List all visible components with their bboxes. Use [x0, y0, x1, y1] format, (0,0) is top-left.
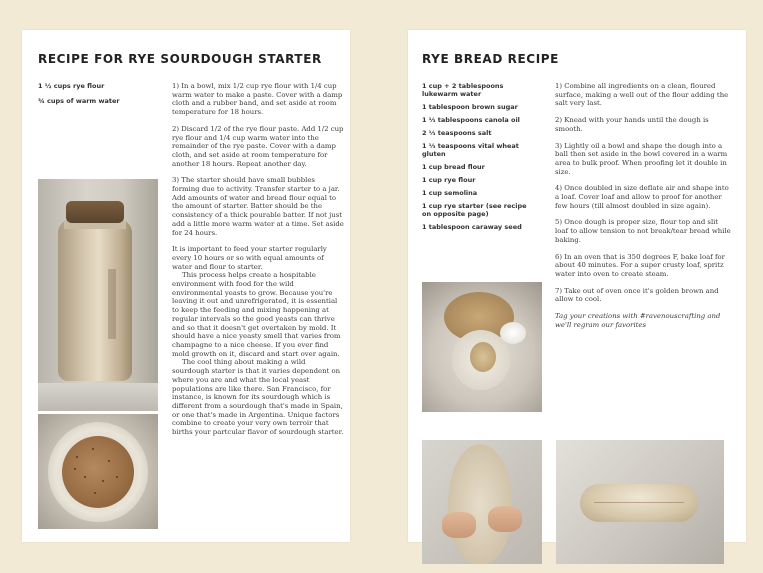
ingredient-item: 1 ⅓ tablespoons canola oil: [422, 116, 520, 124]
right-page: [408, 30, 746, 542]
rye-bread-recipe-title: RYE BREAD RECIPE: [422, 52, 559, 66]
starter-surface: [62, 436, 134, 508]
instruction-step: 3) The starter should have small bubbles forming due to activity. Transfer starter to a jar. Add amounts of water and bread flour equal to the amount of starter. Batter should be the consistency of a thick pourable batter. If not just add a little more warm water at a time. Set aside for 24 hours.: [172, 176, 344, 237]
ingredient-item: 2 ⅓ teaspoons salt: [422, 129, 492, 137]
rye-bread-ingredients-list: [422, 82, 530, 236]
instruction-step: 7) Take out of oven once it's golden brown and allow to cool.: [555, 286, 719, 304]
bubble: [74, 468, 76, 470]
bubble: [92, 448, 94, 450]
table-surface: [38, 383, 158, 411]
ingredient-item: 1 cup bread flour: [422, 163, 485, 171]
starter-blob: [470, 342, 496, 372]
ingredient-item: 1 cup + 2 tablespoons lukewarm water: [422, 82, 504, 98]
instruction-step: 6) In an oven that is 350 degrees F, bake loaf for about 40 minutes. For a super crusty loaf, spritz water into oven to create steam.: [555, 252, 725, 278]
bubble: [102, 480, 104, 482]
instruction-step: 1) Combine all ingredients on a clean, floured surface, making a well out of the flour adding the salt very last.: [555, 82, 729, 108]
left-page: [22, 30, 350, 542]
bubble: [94, 492, 96, 494]
bubble: [84, 476, 86, 478]
starter-recipe-title: RECIPE FOR RYE SOURDOUGH STARTER: [38, 52, 322, 66]
shaped-loaf-photo: [556, 440, 724, 564]
ingredient-item: 1 cup semolina: [422, 189, 478, 197]
flattened-dough: [448, 444, 512, 564]
jar-label: [108, 269, 116, 339]
body-paragraph: The cool thing about making a wild sourdough starter is that it varies dependent on where you are and what the local yeast populations are like there. San Francisco, for instance, is known for its sourdough which is different from a sourdough that's made in Spain, or one that's made in Argentina. Unique factors combine to create your very own terroir that births your partcular flavor of sourdough starter.: [172, 358, 344, 437]
starter-jar-photo: [38, 179, 158, 411]
ingredient-item: 1 ½ cups rye flour: [38, 82, 105, 90]
hashtag-note: Tag your creations with #ravenouscrafting and we'll regram our favorites: [555, 312, 721, 329]
rye-bread-instructions: [555, 82, 733, 337]
flour-well-photo: [422, 282, 542, 412]
instruction-step: 2) Knead with your hands until the dough is smooth.: [555, 116, 709, 133]
starter-instructions: [172, 82, 344, 437]
ingredient-item: 1 ⅓ teaspoons vital wheat gluten: [422, 142, 519, 158]
ingredient-item: 1 tablespoon brown sugar: [422, 103, 518, 111]
instruction-step: 2) Discard 1/2 of the rye flour paste. Add 1/2 cup rye flour and 1/4 cup warm water into the remainder of the rye paste. Cover with a damp cloth, and set aside at room temperature for another 18 hours. Repeat another day.: [172, 124, 344, 168]
instruction-step: 4) Once doubled in size deflate air and shape into a loaf. Cover loaf and allow to proof for another few hours (till almost doubled in size again).: [555, 184, 729, 210]
ingredient-item: ¾ cups of warm water: [38, 97, 120, 105]
bubble: [108, 460, 110, 462]
ingredient-item: 1 cup rye starter (see recipe on opposite page): [422, 202, 527, 218]
instruction-step: 3) Lightly oil a bowl and shape the dough into a ball then set aside in the bowl covered in a warm area to bulk proof. When proofing let it double in size.: [555, 141, 728, 176]
instruction-step: 1) In a bowl, mix 1/2 cup rye flour with 1/4 cup warm water to make a paste. Cover with a damp cloth and a rubber band, and set aside at room temperature for 18 hours.: [172, 82, 343, 117]
loaf-crease: [594, 502, 684, 503]
ingredient-item: 1 tablespoon caraway seed: [422, 223, 522, 231]
bubble: [76, 456, 78, 458]
body-paragraph: This process helps create a hospitable environment with food for the wild environmental yeasts to grow. Because you're leaving it out and unrefrigerated, it is essential to keep the feeding and mixing happening at regular intervals so the good yeasts can thrive and so that it doesn't get overtaken by mold. It should have a nice yeasty smell that varies from champagne to a nice cheese. If you ever find mold growth on it, discard and start over again.: [172, 271, 341, 358]
left-hand: [442, 512, 476, 538]
jar-body: [58, 219, 132, 381]
right-hand: [488, 506, 522, 532]
bubble: [116, 476, 118, 478]
salt-pile: [500, 322, 526, 344]
ingredient-item: 1 cup rye flour: [422, 176, 476, 184]
starter-top-view-photo: [38, 414, 158, 529]
body-paragraph: It is important to feed your starter regularly every 10 hours or so with equal amounts of water and flour to starter.: [172, 245, 327, 271]
instruction-step: 5) Once dough is proper size, flour top and slit loaf to allow tension to not break/tear bread while baking.: [555, 218, 731, 244]
jar-lid: [66, 201, 124, 223]
bread-loaf: [580, 484, 698, 522]
starter-ingredients-list: [38, 82, 158, 112]
shaping-dough-photo: [422, 440, 542, 564]
